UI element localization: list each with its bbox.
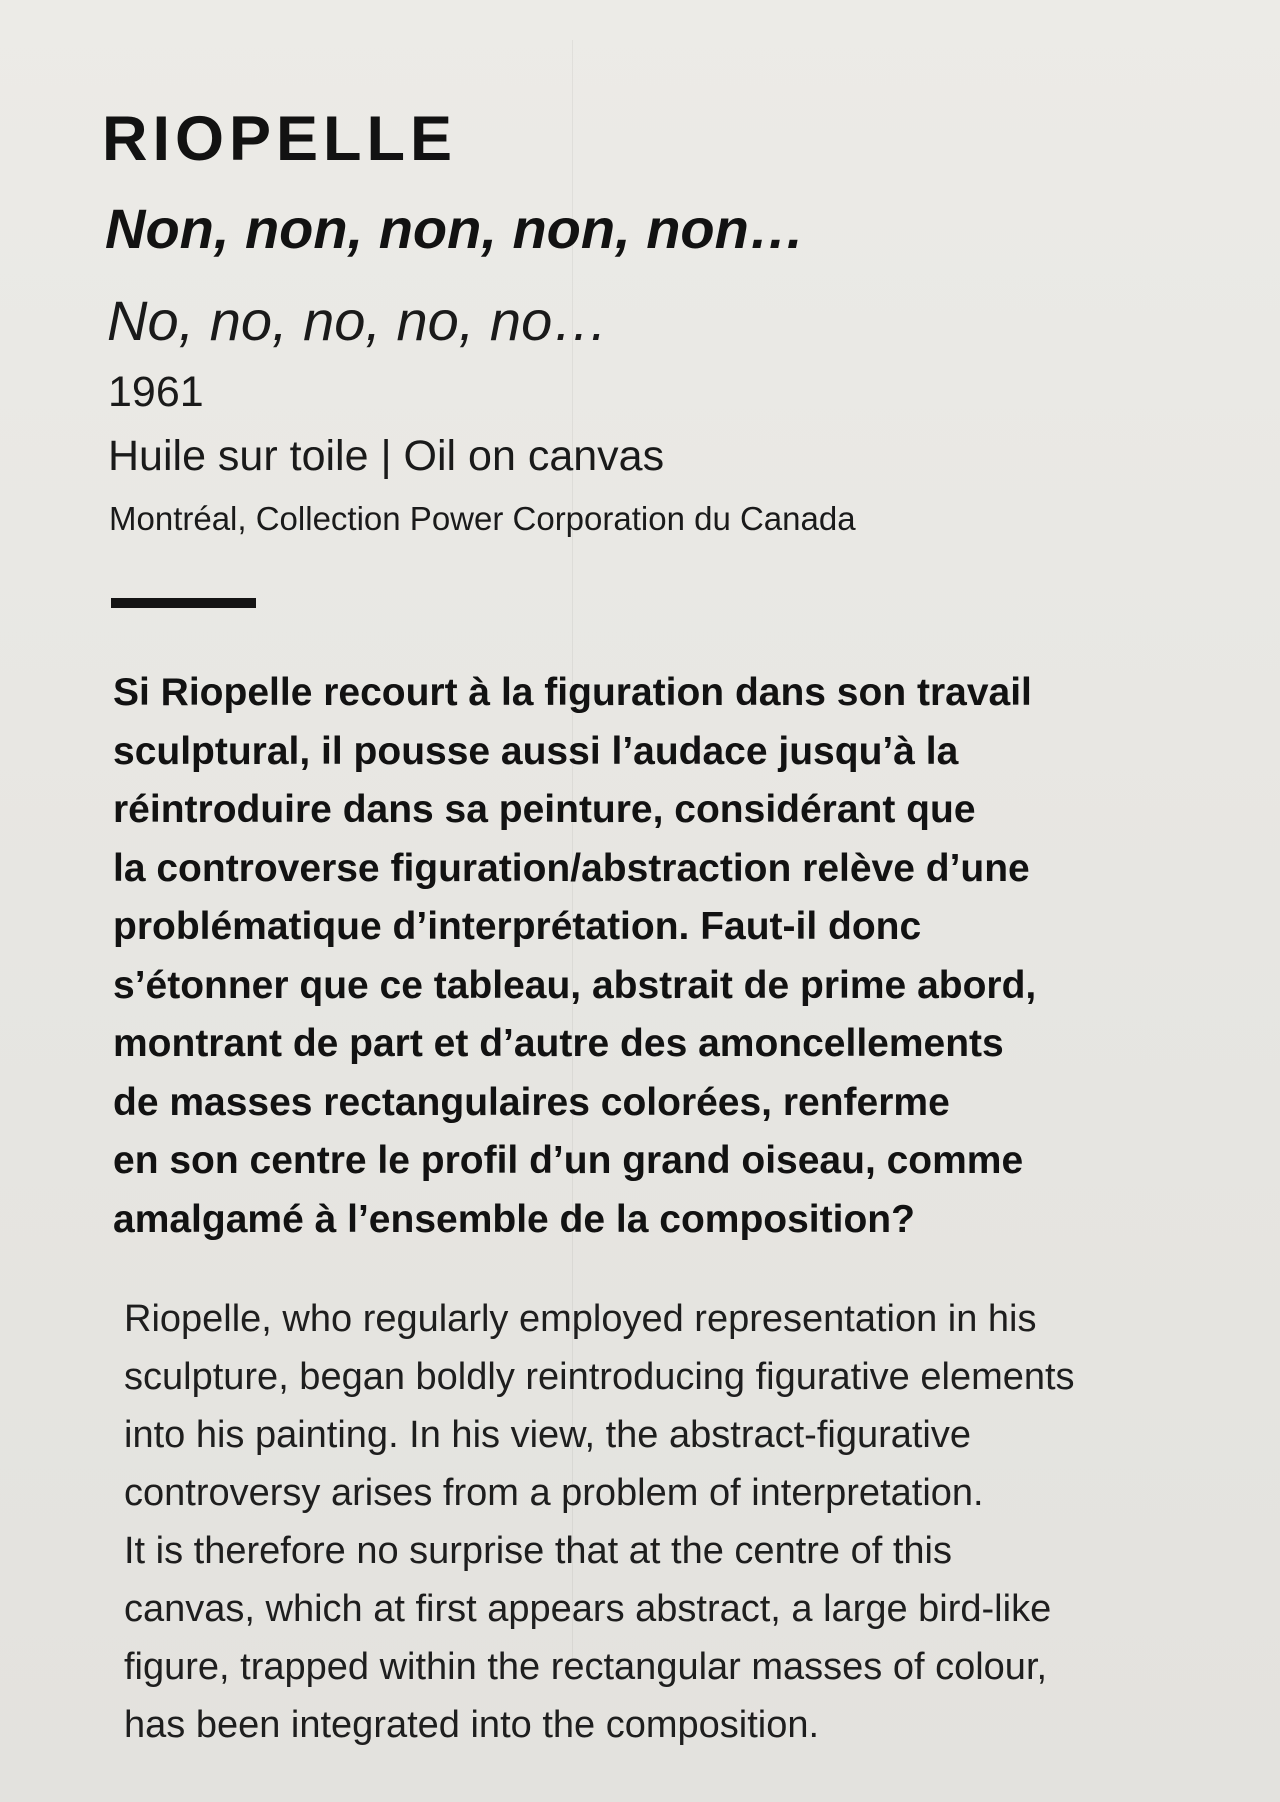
artwork-title-french: Non, non, non, non, non…	[105, 197, 805, 260]
artist-name: RIOPELLE	[102, 104, 458, 174]
description-french-line: problématique d’interprétation. Faut-il donc	[113, 905, 922, 948]
description-english	[124, 1290, 1244, 1754]
description-french-line: réintroduire dans sa peinture, considérant que	[113, 788, 976, 831]
description-french-line: montrant de part et d’autre des amoncellements	[113, 1022, 1004, 1065]
description-french-line: Si Riopelle recourt à la figuration dans son travail	[113, 671, 1032, 714]
description-english-line: sculpture, began boldly reintroducing figurative elements	[124, 1356, 1075, 1398]
description-english-line: Riopelle, who regularly employed representation in his	[124, 1298, 1037, 1340]
description-english-line: figure, trapped within the rectangular masses of colour,	[124, 1646, 1048, 1688]
description-french-line: s’étonner que ce tableau, abstrait de prime abord,	[113, 963, 1037, 1007]
description-french-line: en son centre le profil d’un grand oiseau, comme	[113, 1139, 1024, 1182]
artwork-year: 1961	[108, 368, 204, 416]
description-english-line: controversy arises from a problem of interpretation.	[124, 1472, 984, 1514]
artwork-medium: Huile sur toile | Oil on canvas	[108, 432, 665, 480]
description-french-line: la controverse figuration/abstraction relève d’une	[113, 846, 1030, 890]
description-french-line: sculptural, il pousse aussi l’audace jusqu’à la	[113, 729, 959, 773]
description-english-line: has been integrated into the composition.	[124, 1704, 820, 1746]
artwork-title-english: No, no, no, no, no…	[107, 289, 609, 352]
artwork-collection: Montréal, Collection Power Corporation du Canada	[109, 500, 856, 537]
description-english-line: It is therefore no surprise that at the centre of this	[124, 1530, 952, 1572]
description-english-line: into his painting. In his view, the abstract-figurative	[124, 1414, 972, 1456]
description-french-line: de masses rectangulaires colorées, renferme	[113, 1080, 950, 1124]
section-divider	[111, 598, 256, 608]
description-french	[113, 664, 1233, 1249]
description-english-line: canvas, which at first appears abstract, a large bird-like	[124, 1588, 1052, 1630]
description-french-line: amalgamé à l’ensemble de la composition?	[113, 1197, 915, 1241]
